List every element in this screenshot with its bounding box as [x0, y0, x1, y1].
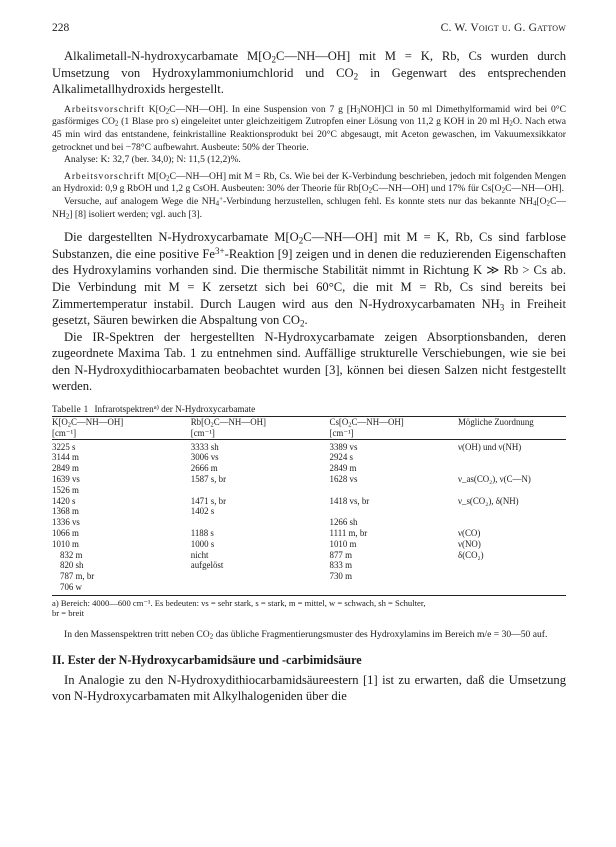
table-cell: 2924 s: [329, 452, 353, 463]
table-cell: 833 m: [329, 560, 352, 571]
table-row: [52, 517, 566, 528]
table-row: [52, 560, 566, 571]
table-header-unit: [cm⁻¹]: [191, 428, 330, 439]
ammonium-attempt-paragraph: Versuche, auf analogem Wege die $NH_4^+$-Verbindung herzustellen, schlugen fehl. Es konnte stets nur das bekannte $NH_4[O_2C—NH_2]$ [8] isoliert werden; vgl. auch [3].: [52, 195, 566, 221]
table-cell: δ(CO₂): [458, 549, 484, 560]
table-cell: [330, 485, 459, 496]
table-row: [52, 528, 566, 539]
table-row: [52, 439, 566, 452]
table-cell: 1266 sh: [329, 517, 358, 528]
table-cell: ν(CO): [458, 528, 481, 539]
table-cell: [458, 485, 566, 496]
table-cell: 3006 vs: [190, 452, 219, 463]
table-row: [52, 571, 566, 582]
section-paragraph: In Analogie zu den N-Hydroxydithiocarbamidsäureestern [1] ist zu erwarten, daß die Umsetzung von N-Hydroxycarbamaten mit Alkylhalogeniden über die: [52, 672, 566, 704]
table-cell: 706 w: [52, 582, 191, 595]
table-cell: 1402 s: [190, 506, 215, 517]
table-cell: 1587 s, br: [190, 474, 227, 485]
table-cell: 1336 vs: [52, 517, 80, 528]
table-cell: [191, 571, 330, 582]
table-cell: 1000 s: [190, 538, 215, 549]
table-cell: 832 m: [60, 549, 83, 560]
table-label: Tabelle 1: [52, 404, 89, 415]
table-header-rb: $Rb[O_2C—NH—OH]$: [191, 417, 330, 428]
table-header-cs: $Cs[O_2C—NH—OH]$: [330, 417, 459, 428]
procedure-k-paragraph: Arbeitsvorschrift $K[O_2C—NH—OH]$. In eine Suspension von 7 g $[H_3NOH]Cl$ in 50 ml Dimethylformamid wird bei 0°C gasförmiges $CO_2$ (1 Blase pro s) eingeleitet unter gleichzeitigem Zutropfen einer Lösung von 11,2 g KOH in 20 ml $H_2O$. Nach etwa 45 min wird das entstandene, feinkristalline Reaktionsprodukt bei 20°C abgesaugt, mit Aceton gewaschen, im Vakuumexsikkator getrocknet und bei −78°C aufbewahrt. Ausbeute: 50% der Theorie.: [52, 103, 566, 153]
table-cell: 3225 s: [52, 441, 76, 452]
analysis-line: Analyse: K: 32,7 (ber. 34,0); N: 11,5 (12,2)%.: [64, 154, 241, 166]
table-cell: [191, 485, 330, 496]
section-heading: II. Ester der N-Hydroxycarbamidsäure und -carbimidsäure: [52, 652, 362, 667]
table-cell: ν_s(CO₂), δ(NH): [458, 495, 519, 506]
mass-spec-paragraph: In den Massenspektren tritt neben $CO_2$ das übliche Fragmentierungsmuster des Hydroxylamins im Bereich m/e = 30—50 auf.: [64, 629, 548, 641]
table-cell: ν(OH) und ν(NH): [458, 441, 522, 452]
table-cell: [458, 452, 566, 463]
table-cell: 3144 m: [52, 452, 79, 463]
table-cell: [191, 582, 330, 595]
table-cell: aufgelöst: [190, 560, 224, 571]
table-cell: 1066 m: [52, 528, 79, 539]
table-cell: [458, 560, 566, 571]
table-row: [52, 582, 566, 595]
table-cell: 1639 vs: [52, 474, 80, 485]
table-header-unit: [458, 428, 566, 439]
table-cell: 1420 s: [52, 495, 76, 506]
table-cell: 1418 vs, br: [329, 495, 370, 506]
table-header-unit: [cm⁻¹]: [330, 428, 459, 439]
table-cell: [458, 463, 566, 474]
running-header: [52, 22, 566, 34]
table-cell: 1368 m: [52, 506, 79, 517]
table-cell: [458, 582, 566, 595]
table-cell: ν(NO): [458, 538, 481, 549]
table-cell: 877 m: [329, 549, 352, 560]
paper-page: [52, 22, 566, 705]
table-cell: [330, 582, 459, 595]
table-header-assignment: Mögliche Zuordnung: [458, 417, 566, 428]
table-cell: nicht: [190, 549, 209, 560]
table-cell: [458, 517, 566, 528]
running-authors: C. W. Voigt u. G. Gattow: [440, 22, 566, 34]
table-cell: 1628 vs: [329, 474, 358, 485]
table-row: [52, 506, 566, 517]
table-cell: 1526 m: [52, 484, 79, 495]
properties-paragraph: Die dargestellten N-Hydroxycarbamate $M[O_2C—NH—OH]$ mit M = K, Rb, Cs sind farblose Substanzen, die eine positive $Fe^{3+}$-Reaktion [9] zeigen und in denen die reduzierenden Eigenschaften des Hydroxylamins vorhanden sind. Die thermische Stabilität nimmt in Richtung K ≫ Rb > Cs ab. Die Verbindung mit M = K zersetzt sich bei 60°C, die mit M = Rb, Cs sind bereits bei Zimmertemperatur instabil. Durch Laugen wird aus den N-Hydroxycarbamaten $NH_3$ in Freiheit gesetzt, Säuren bewirken die Abspaltung von $CO_2$.: [52, 230, 566, 329]
table-row: [52, 550, 566, 561]
table-row: [52, 452, 566, 463]
table-cell: 820 sh: [60, 560, 84, 571]
table-cell: 2849 m: [329, 463, 357, 474]
table-row: [52, 485, 566, 496]
table-row: [52, 463, 566, 474]
table-cell: 1010 m: [52, 538, 79, 549]
table-cell: [330, 506, 459, 517]
table-header-k: $K[O_2C—NH—OH]$: [52, 417, 191, 428]
ir-paragraph: Die IR-Spektren der hergestellten N-Hydroxycarbamate zeigen Absorptionsbanden, deren zugeordnete Maxima Tab. 1 zu entnehmen sind. Auffällige strukturelle Verschiebungen, wie sie bei den N-Hydroxydithiocarbamaten beobachtet wurden [3], können bei diesen Salzen nicht festgestellt werden.: [52, 329, 566, 394]
table-cell: 1111 m, br: [329, 528, 368, 539]
table-cell: [458, 571, 566, 582]
table-row: [52, 496, 566, 507]
ir-spectra-table: [52, 416, 566, 596]
intro-paragraph: Alkalimetall-N-hydroxycarbamate $M[O_2C—NH—OH]$ mit M = K, Rb, Cs wurden durch Umsetzung von Hydroxylammoniumchlorid und $CO_2$ in Gegenwart des entsprechenden Alkalimetallhydroxids hergestellt.: [52, 49, 567, 97]
table-cell: 3389 vs: [329, 441, 358, 452]
table-cell: ν_as(CO₂), ν(C—N): [458, 474, 531, 485]
table-cell: 1471 s, br: [190, 495, 227, 506]
page-number: 228: [52, 22, 70, 34]
table-cell: [458, 506, 566, 517]
table-cell: 730 m: [329, 571, 352, 582]
table-cell: 3333 sh: [190, 441, 219, 452]
table-caption: Tabelle 1 Infrarotspektren$^{a)}$ der N-Hydroxycarbamate: [52, 404, 256, 415]
table-cell: 2666 m: [190, 463, 218, 474]
table-header-unit: [cm⁻¹]: [52, 428, 191, 439]
table-cell: 1188 s: [190, 528, 214, 539]
table-footnote: a) Bereich: 4000—600 cm⁻¹. Es bedeuten: vs = sehr stark, s = stark, m = mittel, w = schwach, sh = Schulter, br = breit: [52, 597, 426, 619]
table-cell: [191, 517, 330, 528]
table-row: [52, 474, 566, 485]
procedure-rb-cs-paragraph: Arbeitsvorschrift $M[O_2C—NH—OH]$ mit M = Rb, Cs. Wie bei der K-Verbindung beschrieben, jedoch mit folgenden Mengen an Hydroxid: 0,9 g RbOH und 1,2 g CsOH. Ausbeuten: 30% der Theorie für $Rb[O_2C—NH—OH]$ und 17% für $Cs[O_2C—NH—OH]$.: [52, 170, 566, 196]
table-cell: 2849 m: [52, 463, 79, 474]
table-row: [52, 539, 566, 550]
table-cell: 787 m, br: [60, 571, 95, 582]
table-cell: 1010 m: [329, 538, 357, 549]
